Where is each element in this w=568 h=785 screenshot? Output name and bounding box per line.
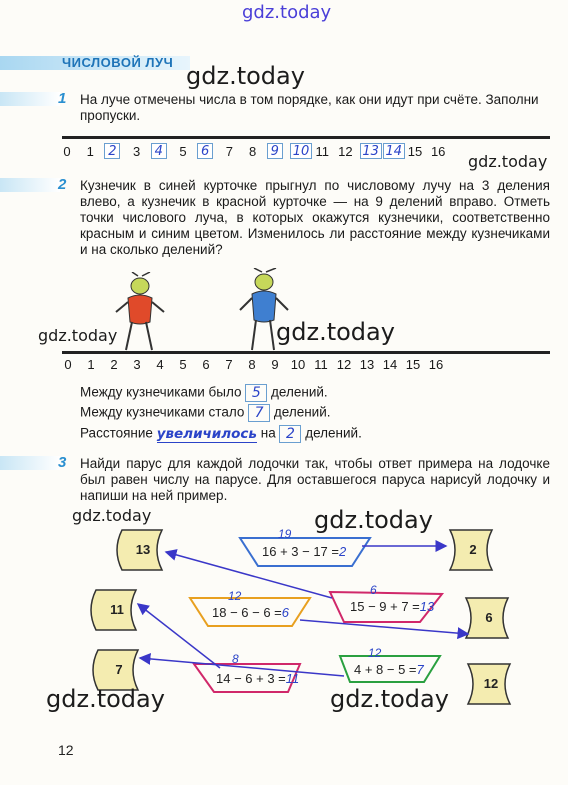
watermark: gdz.today — [186, 62, 305, 90]
task1-ray-number: 1 — [86, 144, 94, 159]
sail-right-label-3: 12 — [483, 676, 499, 691]
task2-ray-number: 7 — [225, 357, 233, 372]
watermark: gdz.today — [72, 506, 152, 525]
task2-number: 2 — [58, 176, 67, 193]
boat-1 — [262, 544, 346, 559]
task2-ray-number: 3 — [133, 357, 141, 372]
boat-2-answer: 13 — [419, 599, 435, 614]
watermark: gdz.today — [330, 685, 449, 713]
task1-ray-number: 10 — [290, 143, 312, 159]
task1-ray-number: 15 — [407, 144, 423, 159]
task2-answer-1-text-b: делений. — [271, 384, 328, 400]
task1-ray-number: 14 — [383, 143, 405, 159]
task2-answer-2-text-a: Между кузнечиками стало — [80, 404, 245, 420]
task1-ray-number: 0 — [63, 144, 71, 159]
task2-answer-1-box: 5 — [245, 384, 267, 402]
task1-ray-number: 16 — [430, 144, 446, 159]
watermark: gdz.today — [38, 326, 118, 345]
task1-ray-number: 3 — [132, 144, 141, 159]
task1-ray-number: 2 — [104, 143, 120, 159]
boat-2-expr: 15 − 9 + 7 = — [350, 599, 420, 614]
task1-ray-number: 12 — [338, 144, 353, 159]
task1-text: На луче отмечены числа в том порядке, как они идут при счёте. Заполни пропуски. — [80, 92, 539, 123]
task2-ray-number: 5 — [179, 357, 187, 372]
boat-5 — [216, 671, 299, 686]
task2-ray-number: 16 — [428, 357, 444, 372]
task2-answer-1-text-a: Между кузнечиками было — [80, 384, 242, 400]
task2-ray-number: 8 — [248, 357, 256, 372]
boat-3-answer: 6 — [281, 605, 289, 620]
boat-4-answer: 7 — [416, 662, 424, 677]
task1-ray-number: 6 — [197, 143, 213, 159]
boat-3 — [212, 605, 289, 620]
boat-4-top: 12 — [368, 646, 382, 660]
task1-ray-number: 11 — [315, 144, 329, 159]
task2-answer-2-text-b: делений. — [273, 404, 331, 420]
watermark: gdz.today — [468, 152, 548, 171]
task3-number: 3 — [58, 454, 67, 471]
sail-left-label-2: 11 — [110, 602, 124, 617]
task2-ray-number: 10 — [290, 357, 306, 372]
task2-answer-3-box: 2 — [279, 425, 301, 443]
task1-ray-number: 7 — [225, 144, 233, 159]
boat-3-top: 12 — [228, 589, 242, 603]
task2-ray-number: 11 — [314, 357, 328, 372]
boat-1-expr: 16 + 3 − 17 = — [262, 544, 339, 559]
task2-text: Кузнечик в синей курточке прыгнул по числовому лучу на 3 деления влево, а кузнечик в красной курточке — на 9 делений вправо. Отметь точки числового луча, в которых окажутся кузнечики, соответственно красным и синим цветом. Изменилось ли расстояние между кузнечиками и на сколько делений? — [80, 178, 550, 257]
sail-right-label-2: 6 — [485, 610, 493, 625]
task2-ray-number: 12 — [336, 357, 352, 372]
task2-ray-number: 1 — [87, 357, 95, 372]
sail-left-label-1: 13 — [135, 542, 151, 557]
task2-ray-number: 2 — [110, 357, 118, 372]
task1-ray-number: 4 — [151, 143, 167, 159]
boat-4 — [354, 662, 424, 677]
watermark: gdz.today — [276, 318, 395, 346]
task1-number: 1 — [58, 90, 67, 107]
sail-right-label-1: 2 — [469, 542, 477, 557]
task3-text: Найди парус для каждой лодочки так, чтобы ответ примера на лодочке был равен числу на парусе. Для оставшегося паруса нарисуй лодочку и напиши на ней пример. — [80, 456, 550, 503]
task2-ray-number: 14 — [382, 357, 398, 372]
task2-ray-number: 6 — [202, 357, 210, 372]
boat-5-top: 8 — [232, 652, 239, 666]
task2-answer-3-text-c: делений. — [305, 425, 362, 441]
boat-2-top: 6 — [370, 583, 377, 597]
task2-answer-3-text-b: на — [260, 425, 276, 441]
sail-left-label-3: 7 — [115, 662, 123, 677]
boat-5-expr: 14 − 6 + 3 = — [216, 671, 286, 686]
task2-ray-number: 0 — [64, 357, 72, 372]
task2-answer-2-box: 7 — [248, 404, 270, 422]
task2-ray-number: 9 — [271, 357, 279, 372]
section-title: ЧИСЛОВОЙ ЛУЧ — [62, 55, 174, 70]
watermark: gdz.today — [314, 506, 433, 534]
boat-1-top: 19 — [278, 527, 292, 541]
task1-ray-number: 5 — [179, 144, 187, 159]
page-number: 12 — [58, 742, 74, 758]
task2-ray-number: 15 — [405, 357, 421, 372]
task2-ray-number: 13 — [359, 357, 375, 372]
watermark: gdz.today — [46, 685, 165, 713]
task2-answer-3-word: увеличилось — [156, 425, 257, 442]
watermark-top: gdz.today — [242, 2, 332, 23]
boat-3-expr: 18 − 6 − 6 = — [212, 605, 282, 620]
task1-ray-number: 13 — [360, 143, 382, 159]
boat-1-answer: 2 — [338, 544, 347, 559]
boat-5-answer: 11 — [285, 671, 300, 686]
task1-ray-number: 8 — [248, 144, 257, 159]
boat-4-expr: 4 + 8 − 5 = — [354, 662, 417, 677]
task2-ray-number: 4 — [156, 357, 164, 372]
task2-answer-3-text-a: Расстояние — [80, 425, 153, 441]
task1-ray-number: 9 — [267, 143, 283, 159]
boat-2 — [350, 599, 434, 614]
